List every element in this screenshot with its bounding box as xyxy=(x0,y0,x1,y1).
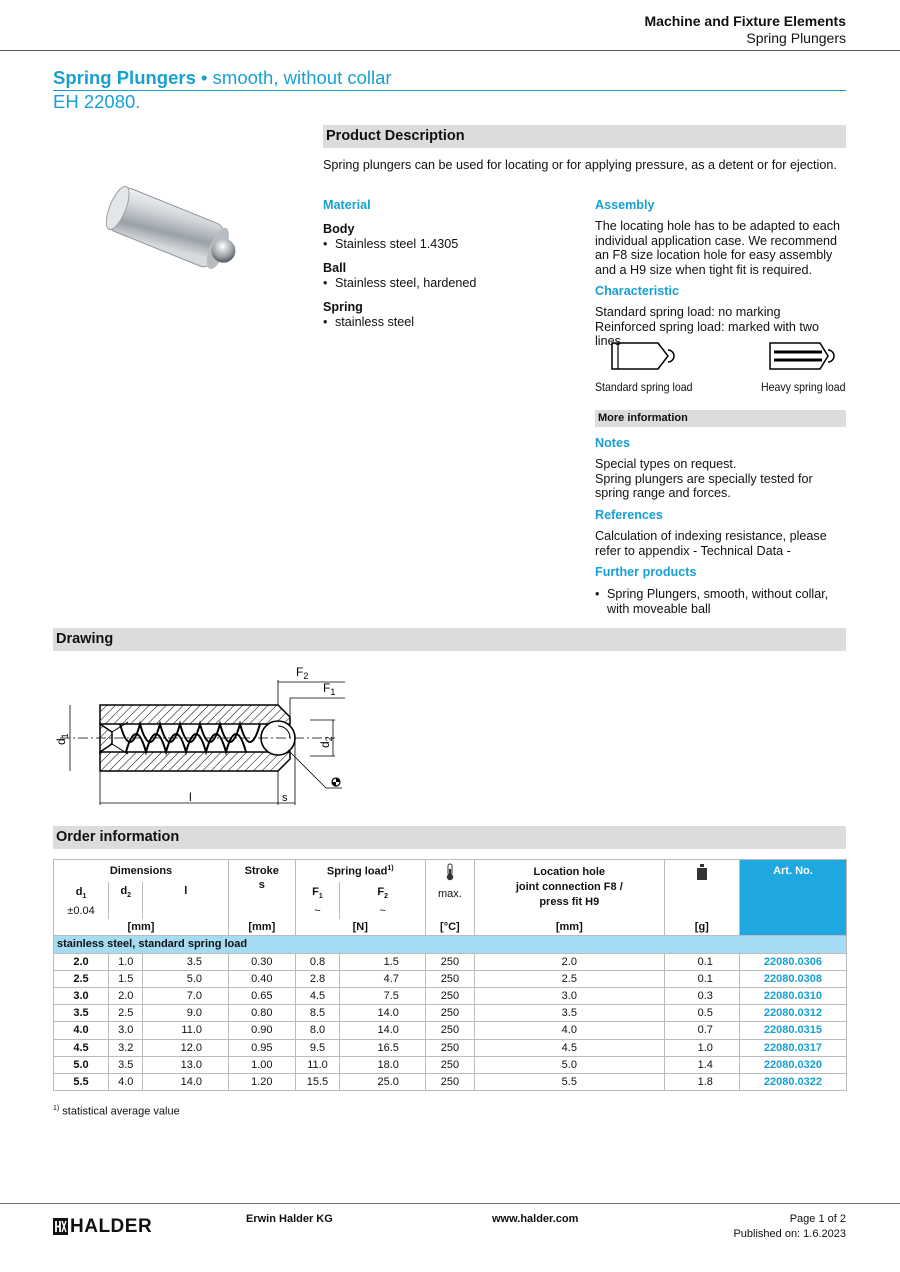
table-cell: 4.0 xyxy=(54,1022,109,1039)
table-cell: 250 xyxy=(425,1005,474,1022)
table-cell: 250 xyxy=(425,1073,474,1090)
art-no-cell[interactable]: 22080.0308 xyxy=(739,970,846,987)
table-cell: 4.7 xyxy=(340,970,426,987)
material-ball-label: Ball xyxy=(323,261,347,276)
table-cell: 2.0 xyxy=(474,953,664,970)
notes-heading: Notes xyxy=(595,436,630,450)
table-row xyxy=(54,970,847,987)
halder-logo-icon xyxy=(53,1218,68,1235)
table-cell: 0.90 xyxy=(229,1022,296,1039)
table-cell: 14.0 xyxy=(340,1005,426,1022)
table-cell: 1.8 xyxy=(664,1073,739,1090)
col-d2: $d_2$ xyxy=(109,882,143,919)
table-row xyxy=(54,1005,847,1022)
table-cell: 1.0 xyxy=(664,1039,739,1056)
title-sub: smooth, without collar xyxy=(212,67,392,88)
product-code: EH 22080. xyxy=(53,91,141,112)
table-cell: 9.5 xyxy=(295,1039,340,1056)
characteristic-line1: Standard spring load: no marking xyxy=(595,305,781,319)
notes-line1: Special types on request. xyxy=(595,457,737,471)
table-cell: 1.20 xyxy=(229,1073,296,1090)
table-cell: 250 xyxy=(425,1056,474,1073)
table-cell: 0.8 xyxy=(295,953,340,970)
label-f2: $F_2$ xyxy=(296,665,309,681)
table-row xyxy=(54,1056,847,1073)
further-products-item[interactable]: • Spring Plungers, smooth, without collar, with moveable ball xyxy=(595,587,847,616)
table-cell: 250 xyxy=(425,953,474,970)
table-cell: 8.5 xyxy=(295,1005,340,1022)
table-cell: 18.0 xyxy=(340,1056,426,1073)
table-cell: 9.0 xyxy=(143,1005,229,1022)
table-cell: 2.5 xyxy=(109,1005,143,1022)
table-cell: 0.30 xyxy=(229,953,296,970)
table-cell: 11.0 xyxy=(295,1056,340,1073)
table-cell: 2.5 xyxy=(474,970,664,987)
thermometer-icon xyxy=(445,863,455,881)
unit-temperature: [°C] xyxy=(425,919,474,936)
table-cell: 0.40 xyxy=(229,970,296,987)
table-cell: 4.0 xyxy=(474,1022,664,1039)
order-table xyxy=(53,859,847,1091)
header-subcategory: Spring Plungers xyxy=(746,30,846,46)
table-row xyxy=(54,1073,847,1090)
art-no-cell[interactable]: 22080.0320 xyxy=(739,1056,846,1073)
assembly-heading: Assembly xyxy=(595,198,655,212)
table-cell: 2.5 xyxy=(54,970,109,987)
table-cell: 0.80 xyxy=(229,1005,296,1022)
col-f1: $F_1$ ~ xyxy=(295,882,340,919)
table-cell: 0.7 xyxy=(664,1022,739,1039)
table-cell: 13.0 xyxy=(143,1056,229,1073)
footer-page-info xyxy=(733,1212,846,1242)
order-information-heading: Order information xyxy=(53,826,846,849)
col-max: max. xyxy=(437,888,462,900)
footer-published: Published on: 1.6.2023 xyxy=(733,1228,846,1240)
table-cell: 5.5 xyxy=(54,1073,109,1090)
table-row xyxy=(54,1039,847,1056)
more-information-heading: More information xyxy=(595,410,846,427)
material-spring-value: • stainless steel xyxy=(323,315,573,330)
col-temperature xyxy=(425,860,474,919)
unit-location: [mm] xyxy=(474,919,664,936)
material-body-value: • Stainless steel 1.4305 xyxy=(323,237,573,252)
group-row: stainless steel, standard spring load xyxy=(54,936,847,953)
table-cell: 4.5 xyxy=(54,1039,109,1056)
footer-rule xyxy=(0,1203,900,1204)
table-cell: 15.5 xyxy=(295,1073,340,1090)
table-cell: 4.0 xyxy=(109,1073,143,1090)
table-cell: 3.5 xyxy=(143,953,229,970)
footer-company: Erwin Halder KG xyxy=(246,1213,333,1225)
unit-spring: [N] xyxy=(295,919,425,936)
table-cell: 250 xyxy=(425,1039,474,1056)
col-weight xyxy=(664,860,739,919)
art-no-cell[interactable]: 22080.0312 xyxy=(739,1005,846,1022)
material-heading: Material xyxy=(323,198,371,212)
table-cell: 3.2 xyxy=(109,1039,143,1056)
standard-spring-icon xyxy=(610,340,680,372)
label-l: l xyxy=(189,790,192,804)
art-no-cell[interactable]: 22080.0310 xyxy=(739,987,846,1004)
table-cell: 0.1 xyxy=(664,953,739,970)
col-d1: $d_1$ ±0.04 xyxy=(54,882,109,919)
material-ball-value: • Stainless steel, hardened xyxy=(323,276,573,291)
table-cell: 1.5 xyxy=(340,953,426,970)
table-cell: 4.5 xyxy=(474,1039,664,1056)
table-cell: 12.0 xyxy=(143,1039,229,1056)
table-cell: 1.00 xyxy=(229,1056,296,1073)
table-row xyxy=(54,987,847,1004)
table-cell: 5.0 xyxy=(474,1056,664,1073)
heavy-spring-icon xyxy=(768,340,838,372)
unit-dimensions: [mm] xyxy=(54,919,229,936)
table-cell: 1.4 xyxy=(664,1056,739,1073)
table-cell: 250 xyxy=(425,987,474,1004)
table-cell: 3.0 xyxy=(109,1022,143,1039)
table-cell: 2.0 xyxy=(54,953,109,970)
table-cell: 5.0 xyxy=(143,970,229,987)
weight-icon xyxy=(696,863,708,881)
table-cell: 5.0 xyxy=(54,1056,109,1073)
label-f1: $F_1$ xyxy=(323,681,336,697)
art-no-cell[interactable]: 22080.0315 xyxy=(739,1022,846,1039)
further-products-heading: Further products xyxy=(595,565,697,579)
characteristic-heading: Characteristic xyxy=(595,284,679,298)
footnote: $^{1)}$ statistical average value xyxy=(53,1105,180,1118)
characteristic-line2: Reinforced spring load: marked with two lines xyxy=(595,319,819,349)
table-cell: 8.0 xyxy=(295,1022,340,1039)
table-cell: 2.8 xyxy=(295,970,340,987)
table-cell: 0.65 xyxy=(229,987,296,1004)
table-cell: 25.0 xyxy=(340,1073,426,1090)
page-title xyxy=(53,67,846,91)
title-main: Spring Plungers xyxy=(53,67,196,88)
references-heading: References xyxy=(595,508,663,522)
assembly-text: The locating hole has to be adapted to each individual application case. We recommend an F8 size location hole for easy assembly and a H9 size when tight fit is required. xyxy=(595,219,841,277)
document-header xyxy=(645,13,847,47)
title-separator: • xyxy=(195,67,213,88)
table-cell: 11.0 xyxy=(143,1022,229,1039)
drawing-heading: Drawing xyxy=(53,628,846,651)
col-art-no: Art. No. xyxy=(739,860,846,936)
table-cell: 0.5 xyxy=(664,1005,739,1022)
unit-stroke: [mm] xyxy=(229,919,296,936)
unit-weight: [g] xyxy=(664,919,739,936)
product-description-text: Spring plungers can be used for locating or for applying pressure, as a detent or for ejection. xyxy=(323,158,837,172)
table-cell: 3.0 xyxy=(474,987,664,1004)
table-cell: 2.0 xyxy=(109,987,143,1004)
art-no-cell[interactable]: 22080.0322 xyxy=(739,1073,846,1090)
table-row xyxy=(54,1022,847,1039)
header-category: Machine and Fixture Elements xyxy=(644,13,846,29)
header-rule xyxy=(0,50,900,51)
table-cell: 250 xyxy=(425,1022,474,1039)
col-l: l xyxy=(143,882,229,919)
table-cell: 14.0 xyxy=(143,1073,229,1090)
table-cell: 4.5 xyxy=(295,987,340,1004)
col-spring-load: Spring load$^{1)}$ xyxy=(295,860,425,882)
table-cell: 3.5 xyxy=(109,1056,143,1073)
table-cell: 3.5 xyxy=(54,1005,109,1022)
technical-drawing xyxy=(50,660,350,810)
material-spring-label: Spring xyxy=(323,300,363,315)
product-image xyxy=(100,168,260,298)
table-cell: 3.5 xyxy=(474,1005,664,1022)
art-no-cell[interactable]: 22080.0306 xyxy=(739,953,846,970)
heavy-spring-caption: Heavy spring load xyxy=(761,380,846,394)
label-d2: $d_2$ xyxy=(318,736,334,748)
table-cell: 0.3 xyxy=(664,987,739,1004)
table-cell: 1.0 xyxy=(109,953,143,970)
table-cell: 3.0 xyxy=(54,987,109,1004)
references-text: Calculation of indexing resistance, please refer to appendix - Technical Data - xyxy=(595,529,827,558)
col-stroke: Stroke s xyxy=(229,860,296,919)
logo-text: HALDER xyxy=(70,1215,153,1237)
table-cell: 5.5 xyxy=(474,1073,664,1090)
label-s: s xyxy=(282,792,288,804)
material-block xyxy=(323,222,573,330)
table-cell: 1.5 xyxy=(109,970,143,987)
table-cell: 16.5 xyxy=(340,1039,426,1056)
table-cell: 7.5 xyxy=(340,987,426,1004)
table-cell: 0.95 xyxy=(229,1039,296,1056)
halder-logo xyxy=(53,1217,152,1236)
footer-website[interactable]: www.halder.com xyxy=(492,1213,579,1225)
material-body-label: Body xyxy=(323,222,355,236)
notes-text xyxy=(595,457,847,501)
table-cell: 14.0 xyxy=(340,1022,426,1039)
table-cell: 0.1 xyxy=(664,970,739,987)
order-rows xyxy=(54,953,847,1091)
table-row xyxy=(54,953,847,970)
label-d1: $d_1$ xyxy=(54,733,70,745)
table-cell: 250 xyxy=(425,970,474,987)
standard-spring-caption: Standard spring load xyxy=(595,380,693,394)
col-f2: $F_2$ ~ xyxy=(340,882,426,919)
product-description-heading: Product Description xyxy=(323,125,846,148)
col-dimensions: Dimensions xyxy=(54,860,229,882)
table-cell: 7.0 xyxy=(143,987,229,1004)
art-no-cell[interactable]: 22080.0317 xyxy=(739,1039,846,1056)
col-location-hole: Location hole joint connection F8 / press fit H9 xyxy=(474,860,664,919)
footer-page: Page 1 of 2 xyxy=(789,1213,846,1225)
notes-line2: Spring plungers are specially tested for spring range and forces. xyxy=(595,471,813,501)
